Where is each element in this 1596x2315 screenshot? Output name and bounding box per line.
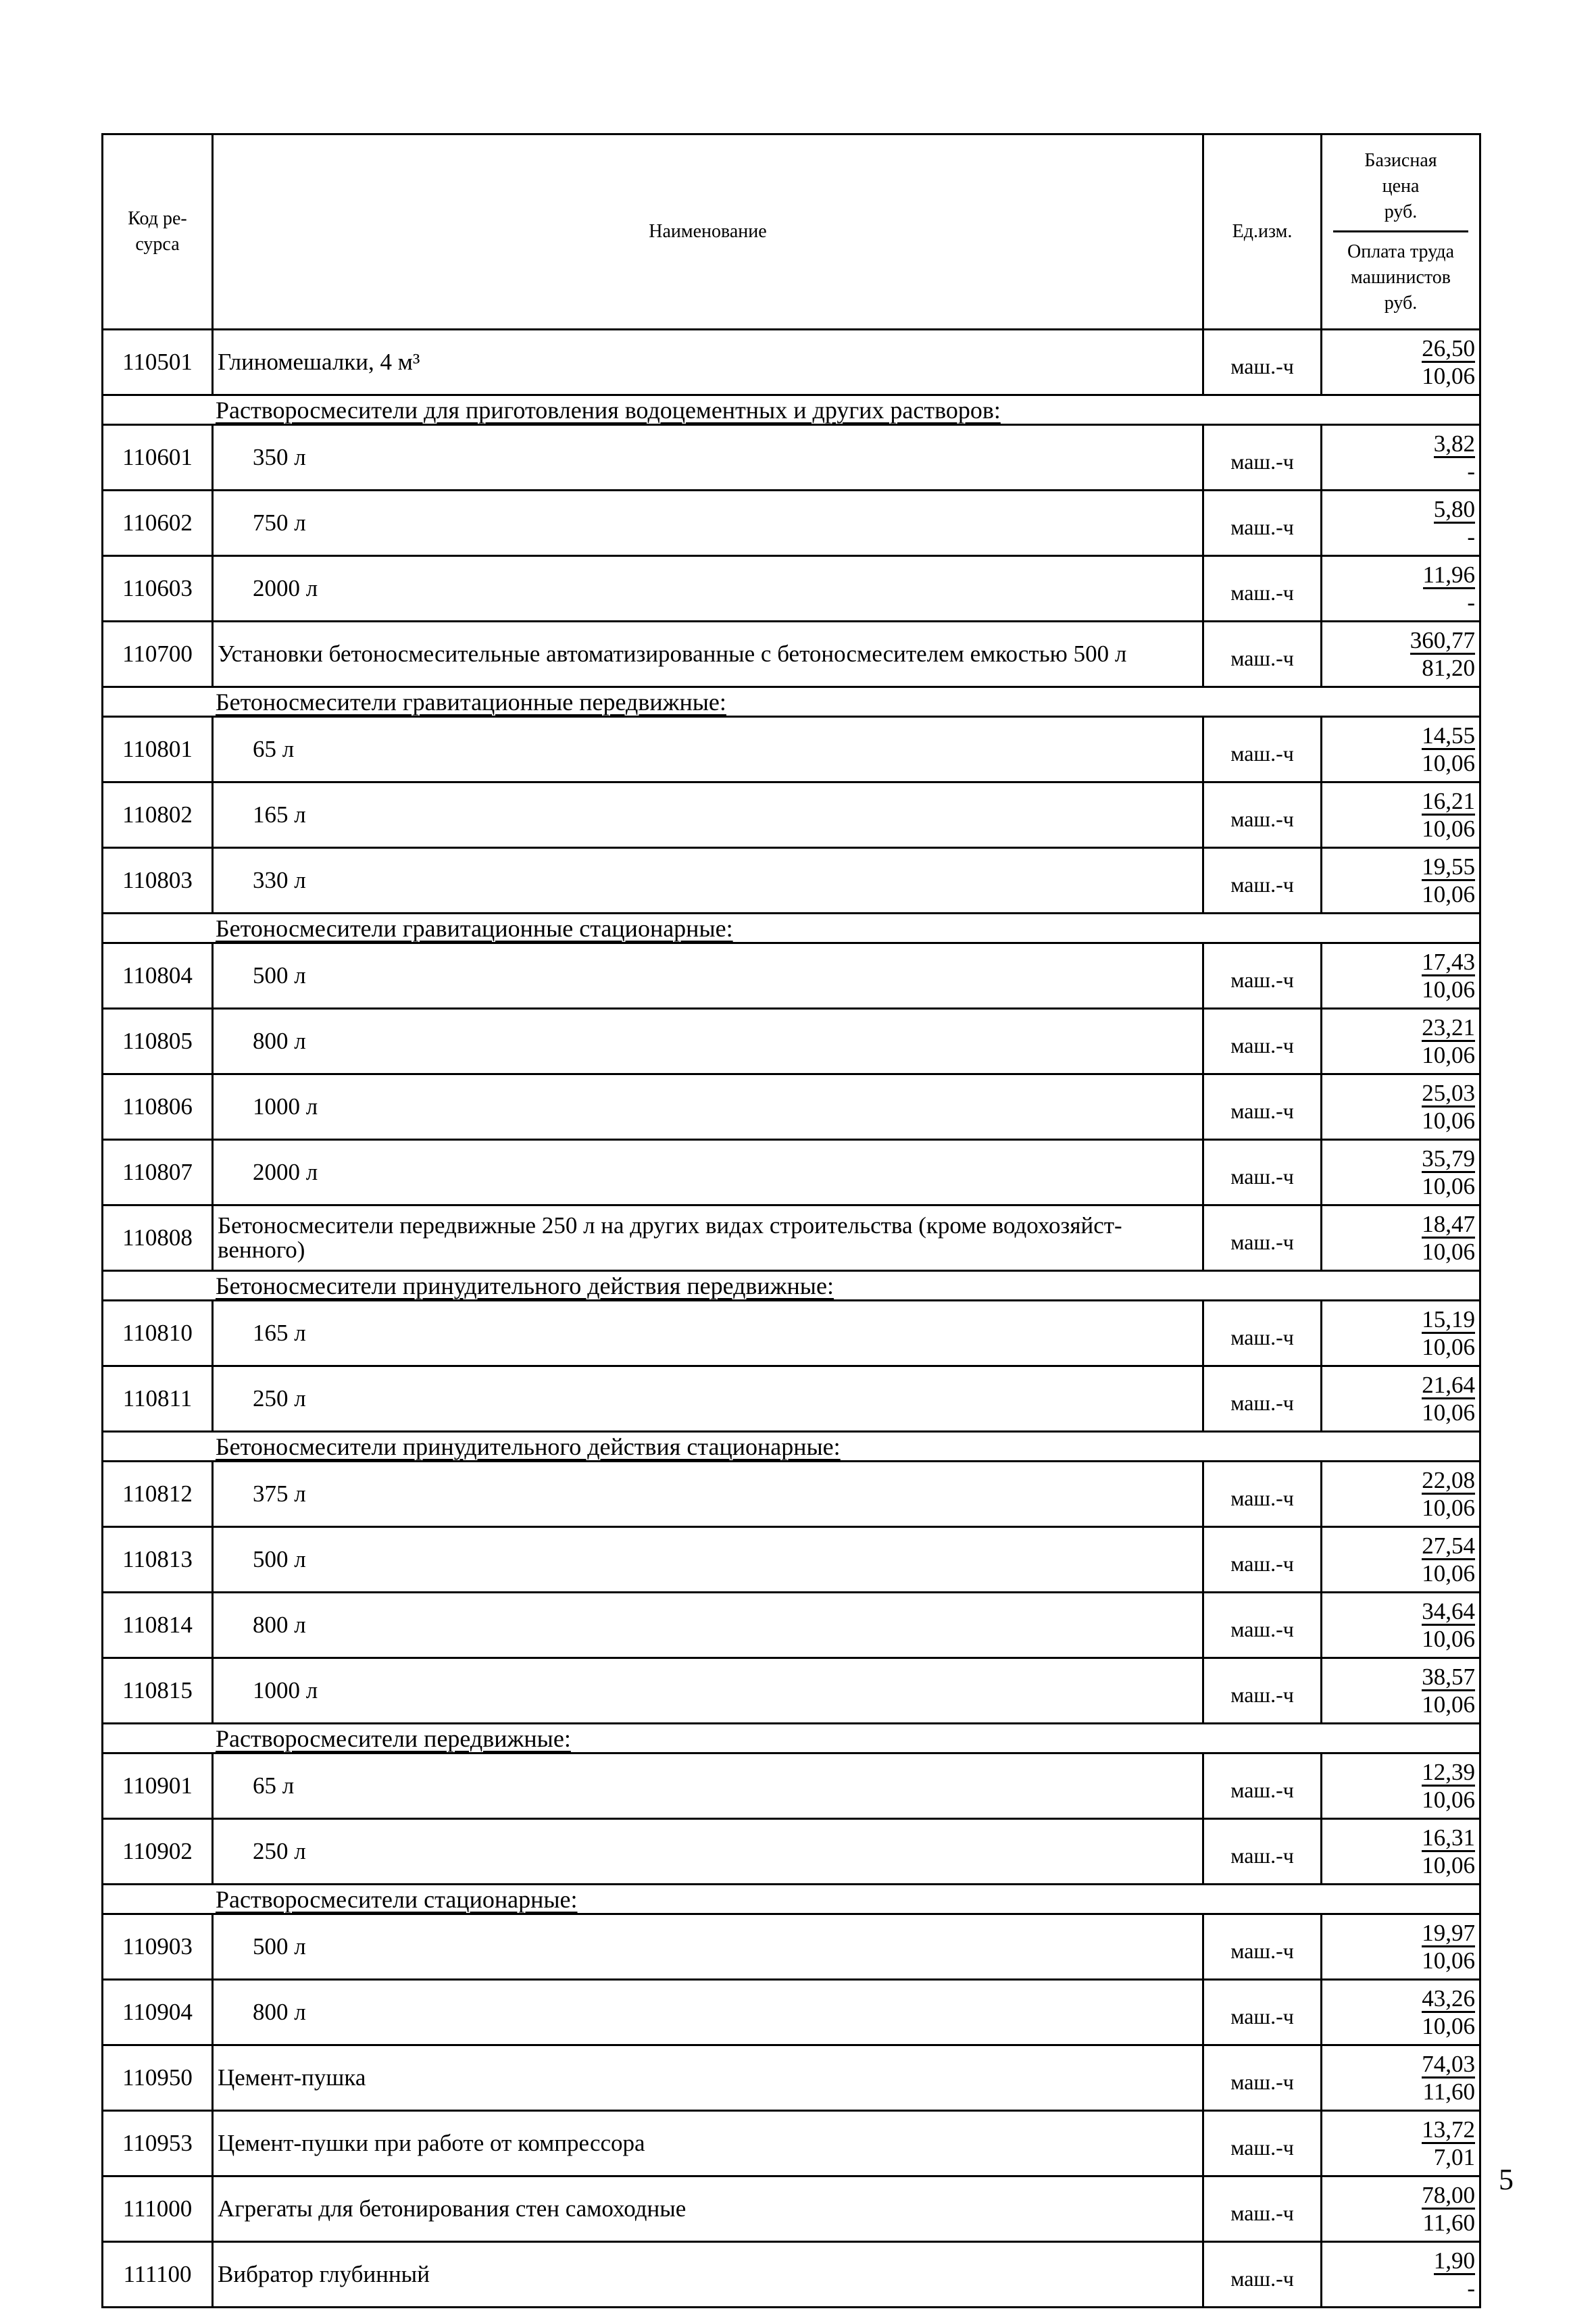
base-price: 35,79 (1422, 1145, 1475, 1172)
resource-name: 800 л (213, 1009, 1203, 1074)
base-price: 14,55 (1422, 722, 1475, 749)
resource-code: 110803 (103, 848, 213, 914)
base-price: 17,43 (1422, 948, 1475, 975)
table-row (103, 1462, 1480, 1527)
base-price: 27,54 (1422, 1532, 1475, 1559)
table-row (103, 848, 1480, 914)
resource-name: 350 л (213, 425, 1203, 491)
base-price: 12,39 (1422, 1758, 1475, 1785)
price-cell (1322, 491, 1480, 556)
table-row (103, 1914, 1480, 1980)
unit-of-measure: маш.-ч (1203, 1074, 1322, 1140)
operator-labor-cost: 10,06 (1422, 815, 1475, 842)
header-price-base: Базисная цена руб. (1364, 149, 1437, 222)
base-price: 16,21 (1422, 787, 1475, 814)
operator-labor-cost: 10,06 (1422, 1041, 1475, 1068)
table-row (103, 2045, 1480, 2111)
table-row (103, 1819, 1480, 1885)
price-cell (1322, 1366, 1480, 1432)
header-price (1322, 134, 1480, 330)
resource-code: 110805 (103, 1009, 213, 1074)
price-cell (1322, 1074, 1480, 1140)
unit-of-measure: маш.-ч (1203, 1753, 1322, 1819)
price-cell (1322, 1980, 1480, 2045)
section-title: Бетоносмесители гравитационные передвижные: (103, 687, 1480, 717)
unit-of-measure: маш.-ч (1203, 1658, 1322, 1724)
operator-labor-cost: 10,06 (1422, 1107, 1475, 1134)
unit-of-measure: маш.-ч (1203, 556, 1322, 622)
base-price: 13,72 (1422, 2116, 1475, 2143)
header-code: Код ре- сурса (103, 134, 213, 330)
price-cell (1322, 622, 1480, 687)
resource-name: 2000 л (213, 1140, 1203, 1205)
operator-labor-cost: 10,06 (1422, 2012, 1475, 2039)
resource-code: 111000 (103, 2176, 213, 2242)
operator-labor-cost: 11,60 (1422, 2209, 1475, 2236)
resource-code: 110810 (103, 1301, 213, 1366)
unit-of-measure: маш.-ч (1203, 1366, 1322, 1432)
section-header-row (103, 395, 1480, 425)
price-cell (1322, 1753, 1480, 1819)
price-cell (1322, 2045, 1480, 2111)
header-price-labor: Оплата труда машинистов руб. (1347, 241, 1454, 314)
section-header-row (103, 1724, 1480, 1753)
operator-labor-cost: - (1467, 523, 1475, 550)
resource-code: 110904 (103, 1980, 213, 2045)
operator-labor-cost: 10,06 (1422, 1851, 1475, 1878)
unit-of-measure: маш.-ч (1203, 1301, 1322, 1366)
section-title: Растворосмесители для приготовления водоцементных и других растворов: (103, 395, 1480, 425)
resource-name: Вибратор глубинный (213, 2242, 1203, 2308)
table-header (103, 134, 1480, 330)
section-header-row (103, 1885, 1480, 1914)
table-row (103, 717, 1480, 782)
table-row (103, 1140, 1480, 1205)
base-price: 43,26 (1422, 1985, 1475, 2012)
base-price: 21,64 (1422, 1371, 1475, 1398)
resource-name: 2000 л (213, 556, 1203, 622)
operator-labor-cost: 10,06 (1422, 1494, 1475, 1521)
table-row (103, 1205, 1480, 1271)
price-cell (1322, 1819, 1480, 1885)
base-price: 19,55 (1422, 853, 1475, 880)
table-row (103, 2242, 1480, 2308)
table-row (103, 1593, 1480, 1658)
resource-code: 110953 (103, 2111, 213, 2176)
resource-code: 111100 (103, 2242, 213, 2308)
resource-name: 500 л (213, 1914, 1203, 1980)
resource-price-table (101, 133, 1481, 2308)
unit-of-measure: маш.-ч (1203, 491, 1322, 556)
operator-labor-cost: 10,06 (1422, 976, 1475, 1003)
table-row (103, 1009, 1480, 1074)
unit-of-measure: маш.-ч (1203, 848, 1322, 914)
price-cell (1322, 848, 1480, 914)
price-cell (1322, 943, 1480, 1009)
resource-code: 110901 (103, 1753, 213, 1819)
resource-name: 375 л (213, 1462, 1203, 1527)
base-price: 19,97 (1422, 1919, 1475, 1946)
operator-labor-cost: - (1467, 457, 1475, 484)
operator-labor-cost: - (1467, 589, 1475, 616)
resource-code: 110813 (103, 1527, 213, 1593)
resource-code: 110815 (103, 1658, 213, 1724)
base-price: 18,47 (1422, 1210, 1475, 1237)
base-price: 38,57 (1422, 1663, 1475, 1690)
unit-of-measure: маш.-ч (1203, 2176, 1322, 2242)
unit-of-measure: маш.-ч (1203, 2045, 1322, 2111)
unit-of-measure: маш.-ч (1203, 943, 1322, 1009)
price-cell (1322, 1205, 1480, 1271)
section-title: Бетоносмесители принудительного действия стационарные: (103, 1432, 1480, 1462)
resource-name: 750 л (213, 491, 1203, 556)
resource-name: 500 л (213, 943, 1203, 1009)
resource-code: 110501 (103, 330, 213, 395)
resource-name: 250 л (213, 1819, 1203, 1885)
unit-of-measure: маш.-ч (1203, 1527, 1322, 1593)
operator-labor-cost: 81,20 (1422, 654, 1475, 681)
resource-name: Цемент-пушки при работе от компрессора (213, 2111, 1203, 2176)
operator-labor-cost: 10,06 (1422, 749, 1475, 776)
section-header-row (103, 1271, 1480, 1301)
resource-code: 110806 (103, 1074, 213, 1140)
resource-name: Цемент-пушка (213, 2045, 1203, 2111)
resource-code: 110950 (103, 2045, 213, 2111)
price-cell (1322, 1914, 1480, 1980)
price-cell (1322, 2111, 1480, 2176)
unit-of-measure: маш.-ч (1203, 2111, 1322, 2176)
header-name: Наименование (213, 134, 1203, 330)
operator-labor-cost: 10,06 (1422, 1238, 1475, 1265)
resource-name: 1000 л (213, 1658, 1203, 1724)
section-header-row (103, 914, 1480, 943)
resource-name: Бетоносмесители передвижные 250 л на других видах строительства (кроме водохозяйст-венного) (213, 1205, 1203, 1271)
resource-name: 65 л (213, 1753, 1203, 1819)
operator-labor-cost: 10,06 (1422, 362, 1475, 389)
unit-of-measure: маш.-ч (1203, 330, 1322, 395)
base-price: 11,96 (1422, 561, 1475, 588)
price-cell (1322, 1140, 1480, 1205)
section-title: Бетоносмесители гравитационные стационарные: (103, 914, 1480, 943)
price-cell (1322, 1462, 1480, 1527)
unit-of-measure: маш.-ч (1203, 1980, 1322, 2045)
operator-labor-cost: 10,06 (1422, 1333, 1475, 1360)
base-price: 22,08 (1422, 1466, 1475, 1493)
unit-of-measure: маш.-ч (1203, 717, 1322, 782)
table-row (103, 782, 1480, 848)
section-header-row (103, 687, 1480, 717)
section-title: Растворосмесители стационарные: (103, 1885, 1480, 1914)
base-price: 16,31 (1422, 1824, 1475, 1851)
unit-of-measure: маш.-ч (1203, 1819, 1322, 1885)
table-row (103, 1658, 1480, 1724)
operator-labor-cost: 7,01 (1433, 2143, 1475, 2170)
header-price-divider (1333, 230, 1468, 232)
resource-name: 500 л (213, 1527, 1203, 1593)
resource-code: 110808 (103, 1205, 213, 1271)
base-price: 26,50 (1422, 334, 1475, 362)
resource-code: 110700 (103, 622, 213, 687)
operator-labor-cost: 10,06 (1422, 1691, 1475, 1718)
table-row (103, 1074, 1480, 1140)
operator-labor-cost: 10,06 (1422, 1625, 1475, 1652)
price-cell (1322, 1527, 1480, 1593)
resource-code: 110812 (103, 1462, 213, 1527)
base-price: 78,00 (1422, 2181, 1475, 2208)
table-row (103, 330, 1480, 395)
base-price: 34,64 (1422, 1597, 1475, 1624)
table-row (103, 2111, 1480, 2176)
resource-code: 110903 (103, 1914, 213, 1980)
resource-name: 800 л (213, 1980, 1203, 2045)
unit-of-measure: маш.-ч (1203, 622, 1322, 687)
unit-of-measure: маш.-ч (1203, 2242, 1322, 2308)
operator-labor-cost: - (1467, 2274, 1475, 2301)
unit-of-measure: маш.-ч (1203, 1205, 1322, 1271)
price-cell (1322, 2176, 1480, 2242)
price-cell (1322, 330, 1480, 395)
resource-code: 110811 (103, 1366, 213, 1432)
base-price: 74,03 (1422, 2050, 1475, 2077)
resource-name: 1000 л (213, 1074, 1203, 1140)
resource-name: 330 л (213, 848, 1203, 914)
resource-code: 110601 (103, 425, 213, 491)
section-header-row (103, 1432, 1480, 1462)
operator-labor-cost: 10,06 (1422, 880, 1475, 907)
table-row (103, 1366, 1480, 1432)
resource-code: 110814 (103, 1593, 213, 1658)
resource-name: Установки бетоносмесительные автоматизированные с бетоносмесителем емкостью 500 л (213, 622, 1203, 687)
table-row (103, 556, 1480, 622)
table-row (103, 425, 1480, 491)
operator-labor-cost: 10,06 (1422, 1947, 1475, 1974)
price-cell (1322, 782, 1480, 848)
page-number: 5 (1499, 2163, 1514, 2196)
resource-code: 110802 (103, 782, 213, 848)
section-title: Бетоносмесители принудительного действия передвижные: (103, 1271, 1480, 1301)
table-row (103, 622, 1480, 687)
base-price: 15,19 (1422, 1305, 1475, 1333)
resource-name: Глиномешалки, 4 м³ (213, 330, 1203, 395)
resource-code: 110602 (103, 491, 213, 556)
section-title: Растворосмесители передвижные: (103, 1724, 1480, 1753)
operator-labor-cost: 10,06 (1422, 1560, 1475, 1587)
base-price: 1,90 (1433, 2247, 1475, 2274)
unit-of-measure: маш.-ч (1203, 782, 1322, 848)
base-price: 3,82 (1433, 430, 1475, 457)
unit-of-measure: маш.-ч (1203, 1593, 1322, 1658)
resource-code: 110902 (103, 1819, 213, 1885)
table-row (103, 1301, 1480, 1366)
resource-code: 110804 (103, 943, 213, 1009)
table-row (103, 1980, 1480, 2045)
operator-labor-cost: 10,06 (1422, 1399, 1475, 1426)
price-cell (1322, 2242, 1480, 2308)
price-cell (1322, 1009, 1480, 1074)
price-cell (1322, 1301, 1480, 1366)
price-cell (1322, 1593, 1480, 1658)
table-row (103, 1753, 1480, 1819)
unit-of-measure: маш.-ч (1203, 1914, 1322, 1980)
resource-name: Агрегаты для бетонирования стен самоходные (213, 2176, 1203, 2242)
operator-labor-cost: 10,06 (1422, 1786, 1475, 1813)
resource-code: 110807 (103, 1140, 213, 1205)
header-unit: Ед.изм. (1203, 134, 1322, 330)
table-row (103, 2176, 1480, 2242)
table-row (103, 1527, 1480, 1593)
resource-name: 165 л (213, 782, 1203, 848)
price-cell (1322, 556, 1480, 622)
unit-of-measure: маш.-ч (1203, 1462, 1322, 1527)
base-price: 23,21 (1422, 1014, 1475, 1041)
resource-name: 800 л (213, 1593, 1203, 1658)
operator-labor-cost: 10,06 (1422, 1172, 1475, 1199)
resource-code: 110603 (103, 556, 213, 622)
base-price: 360,77 (1410, 626, 1475, 653)
unit-of-measure: маш.-ч (1203, 1009, 1322, 1074)
operator-labor-cost: 11,60 (1422, 2078, 1475, 2105)
table-row (103, 943, 1480, 1009)
base-price: 25,03 (1422, 1079, 1475, 1106)
price-cell (1322, 1658, 1480, 1724)
price-cell (1322, 717, 1480, 782)
resource-name: 250 л (213, 1366, 1203, 1432)
resource-name: 65 л (213, 717, 1203, 782)
price-cell (1322, 425, 1480, 491)
base-price: 5,80 (1433, 495, 1475, 522)
table-row (103, 491, 1480, 556)
unit-of-measure: маш.-ч (1203, 425, 1322, 491)
unit-of-measure: маш.-ч (1203, 1140, 1322, 1205)
resource-code: 110801 (103, 717, 213, 782)
resource-name: 165 л (213, 1301, 1203, 1366)
